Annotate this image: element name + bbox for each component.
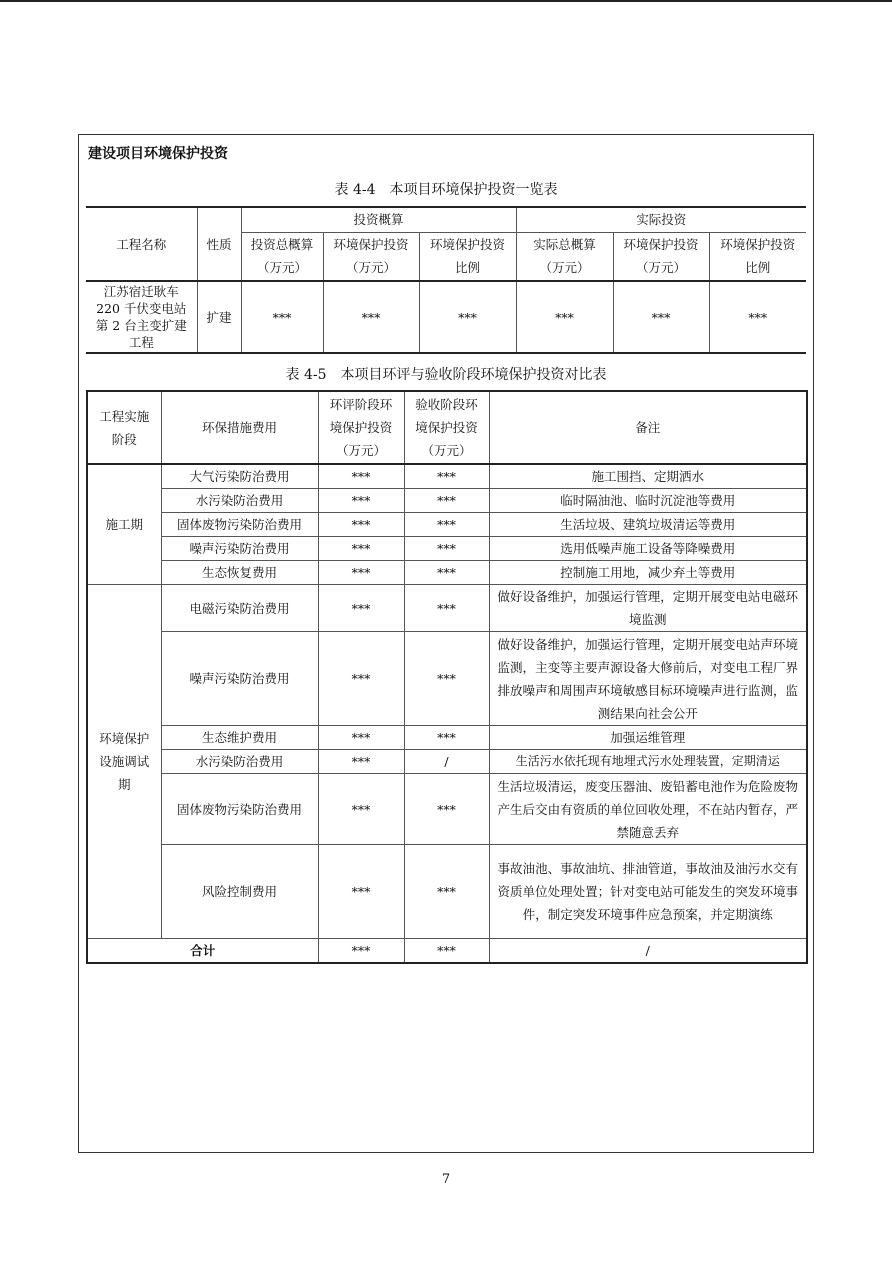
header-budget-group: 投资概算 [241, 207, 516, 232]
total-acc: *** [404, 939, 489, 964]
remark-cell: 生活垃圾、建筑垃圾清运等费用 [489, 513, 807, 537]
measure-cell: 噪声污染防治费用 [161, 632, 318, 726]
acc-cell: *** [404, 489, 489, 513]
header-stage: 工程实施 阶段 [87, 391, 161, 464]
section-title: 建设项目环境保护投资 [88, 146, 228, 162]
header-budget-env: 环境保护投资 （万元） [323, 232, 419, 281]
header-acceptance-investment: 验收阶段环 境保护投资 （万元） [404, 391, 489, 464]
acc-cell: *** [404, 845, 489, 939]
remark-cell: 做好设备维护，加强运行管理，定期开展变电站声环境监测，主变等主要声源设备大修前后，对变电工程厂界排放噪声和周围声环境敏感目标环境噪声进行监测，监测结果向社会公开 [489, 632, 807, 726]
header-budget-ratio: 环境保护投资 比例 [419, 232, 516, 281]
eia-cell: *** [318, 489, 404, 513]
measure-cell: 噪声污染防治费用 [161, 537, 318, 561]
measure-cell: 固体废物污染防治费用 [161, 513, 318, 537]
measure-cell: 水污染防治费用 [161, 489, 318, 513]
acc-cell: *** [404, 585, 489, 632]
header-measure: 环保措施费用 [161, 391, 318, 464]
remark-cell: 施工围挡、定期洒水 [489, 464, 807, 489]
header-actual-env: 环境保护投资 （万元） [613, 232, 709, 281]
acc-cell: / [404, 750, 489, 774]
remark-cell: 生活污水依托现有地埋式污水处理装置，定期清运 [489, 750, 807, 774]
page-number: 7 [441, 1172, 451, 1187]
stage-operation: 环境保护 设施调试 期 [87, 585, 161, 939]
measure-cell: 风险控制费用 [161, 845, 318, 939]
eia-cell: *** [318, 513, 404, 537]
remark-cell: 控制施工用地，减少弃土等费用 [489, 561, 807, 585]
acc-cell: *** [404, 726, 489, 750]
total-remark: / [489, 939, 807, 964]
eia-cell: *** [318, 632, 404, 726]
acc-cell: *** [404, 513, 489, 537]
remark-cell: 做好设备维护，加强运行管理，定期开展变电站电磁环境监测 [489, 585, 807, 632]
eia-cell: *** [318, 774, 404, 845]
project-name-cell: 江苏宿迁耿车 220 千伏变电站 第 2 台主变扩建 工程 [86, 281, 197, 353]
value-cell: *** [613, 281, 709, 353]
header-project-name: 工程名称 [86, 207, 197, 281]
table-4-5-caption: 表 4-5 本项目环评与验收阶段环境保护投资对比表 [285, 367, 607, 383]
acc-cell: *** [404, 632, 489, 726]
total-eia: *** [318, 939, 404, 964]
header-actual-total: 实际总概算 （万元） [516, 232, 613, 281]
stage-construction: 施工期 [87, 464, 161, 585]
header-actual-group: 实际投资 [516, 207, 806, 232]
acc-cell: *** [404, 537, 489, 561]
remark-cell: 选用低噪声施工设备等降噪费用 [489, 537, 807, 561]
table-4-4-caption: 表 4-4 本项目环境保护投资一览表 [334, 182, 558, 198]
remark-cell: 生活垃圾清运，废变压器油、废铅蓄电池作为危险废物产生后交由有资质的单位回收处理，不在站内暂存，严禁随意丢弃 [489, 774, 807, 845]
measure-cell: 固体废物污染防治费用 [161, 774, 318, 845]
acc-cell: *** [404, 774, 489, 845]
remark-cell: 加强运维管理 [489, 726, 807, 750]
table-4-5 [86, 390, 808, 964]
value-cell: *** [323, 281, 419, 353]
header-remark: 备注 [489, 391, 807, 464]
value-cell: *** [241, 281, 323, 353]
header-nature: 性质 [197, 207, 241, 281]
top-border-line [0, 0, 892, 2]
header-budget-total: 投资总概算 （万元） [241, 232, 323, 281]
measure-cell: 大气污染防治费用 [161, 464, 318, 489]
remark-cell: 临时隔油池、临时沉淀池等费用 [489, 489, 807, 513]
eia-cell: *** [318, 750, 404, 774]
eia-cell: *** [318, 537, 404, 561]
eia-cell: *** [318, 726, 404, 750]
acc-cell: *** [404, 561, 489, 585]
eia-cell: *** [318, 561, 404, 585]
table-4-4 [86, 206, 806, 354]
value-cell: *** [419, 281, 516, 353]
eia-cell: *** [318, 464, 404, 489]
total-label: 合计 [87, 939, 318, 964]
header-eia-investment: 环评阶段环 境保护投资 （万元） [318, 391, 404, 464]
nature-cell: 扩建 [197, 281, 241, 353]
acc-cell: *** [404, 464, 489, 489]
value-cell: *** [516, 281, 613, 353]
eia-cell: *** [318, 845, 404, 939]
measure-cell: 生态恢复费用 [161, 561, 318, 585]
remark-cell: 事故油池、事故油坑、排油管道，事故油及油污水交有资质单位处理处置；针对变电站可能发生的突发环境事件，制定突发环境事件应急预案，并定期演练 [489, 845, 807, 939]
measure-cell: 水污染防治费用 [161, 750, 318, 774]
measure-cell: 电磁污染防治费用 [161, 585, 318, 632]
eia-cell: *** [318, 585, 404, 632]
header-actual-ratio: 环境保护投资 比例 [709, 232, 806, 281]
value-cell: *** [709, 281, 806, 353]
measure-cell: 生态维护费用 [161, 726, 318, 750]
